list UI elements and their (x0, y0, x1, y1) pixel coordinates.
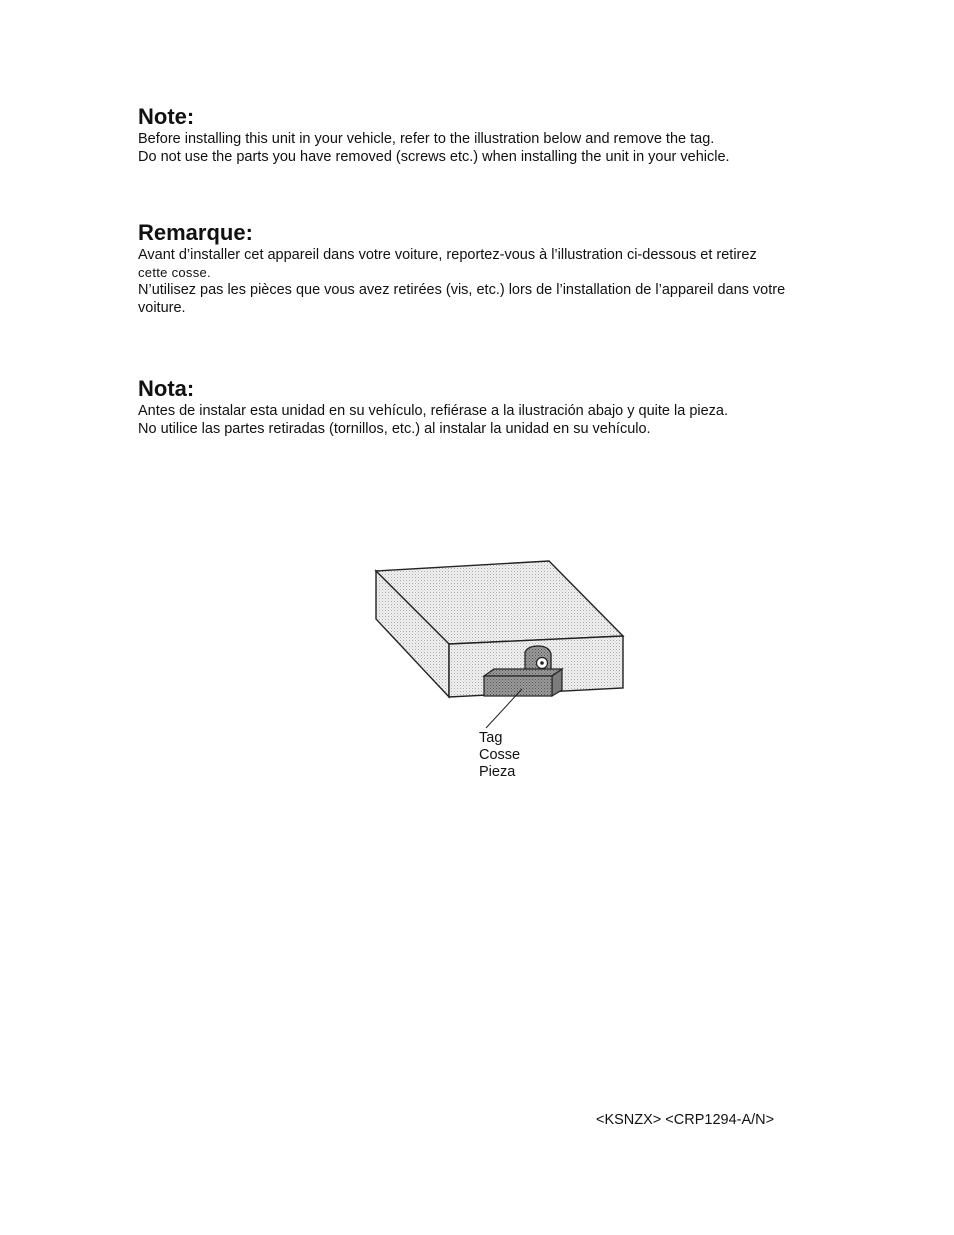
nota-line-2: No utilice las partes retiradas (tornillos, etc.) al instalar la unidad en su vehículo. (138, 421, 651, 437)
nota-heading: Nota: (138, 376, 195, 401)
document-code: <KSNZX> <CRP1294-A/N> (596, 1112, 775, 1128)
note-line-1: Before installing this unit in your vehicle, refer to the illustration below and remove the tag. (138, 131, 715, 147)
callout-label-cosse: Cosse (479, 747, 521, 763)
remarque-heading: Remarque: (138, 220, 253, 245)
remarque-line-1b: cette cosse. (138, 265, 211, 280)
unit-illustration (370, 556, 640, 786)
callout-label-pieza: Pieza (479, 764, 516, 780)
section-note (138, 104, 838, 166)
remarque-line-1: Avant d’installer cet appareil dans votre voiture, reportez-vous à l’illustration ci-dessous et retirez (138, 247, 757, 263)
tag-callout (479, 730, 520, 781)
note-heading: Note: (138, 104, 195, 129)
section-nota (138, 376, 838, 438)
remarque-line-2b: voiture. (138, 300, 186, 316)
tag-block-top (484, 669, 562, 676)
remarque-line-2: N’utilisez pas les pièces que vous avez retirées (vis, etc.) lors de l’installation de l’appareil dans votre (138, 282, 786, 298)
nota-line-1: Antes de instalar esta unidad en su vehículo, refiérase a la ilustración abajo y quite la pieza. (138, 403, 729, 419)
note-line-2: Do not use the parts you have removed (screws etc.) when installing the unit in your vehicle. (138, 149, 730, 165)
section-remarque (138, 220, 838, 317)
callout-label-tag: Tag (479, 730, 503, 746)
